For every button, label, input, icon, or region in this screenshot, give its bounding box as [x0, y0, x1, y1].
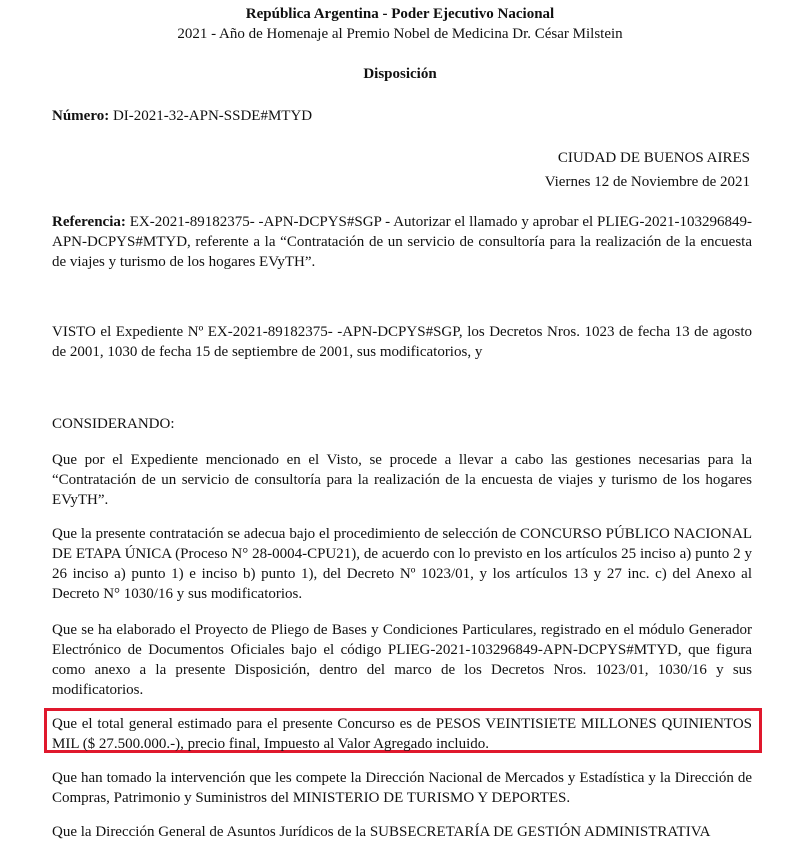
header-title: República Argentina - Poder Ejecutivo Nacional: [245, 6, 555, 22]
paragraph-total-estimado: [52, 714, 752, 754]
considerando-heading: [52, 414, 752, 434]
document-date: Viernes 12 de Noviembre de 2021: [544, 174, 750, 190]
reference-label: Referencia:: [52, 214, 126, 230]
paragraph-text: Que por el Expediente mencionado en el Visto, se procede a llevar a cabo las gestiones necesarias para la “Contratación de un servicio de consultoría para la realización de la encuesta de viajes y turismo de los hogares EVyTH”.: [52, 452, 752, 508]
header-subtitle: 2021 - Año de Homenaje al Premio Nobel de Medicina Dr. César Milstein: [177, 26, 623, 42]
paragraph-intervencion: [52, 768, 752, 808]
document-number-value: DI-2021-32-APN-SSDE#MTYD: [112, 108, 313, 124]
paragraph-text: Que se ha elaborado el Proyecto de Pliego de Bases y Condiciones Particulares, registrado en el módulo Generador Electrónico de Documentos Oficiales bajo el código PLIEG-2021-103296849-APN-DCPYS#MTYD, que figura como anexo a la presente Disposición, dentro del marco de los Decretos Nros. 1023/01, 1030/16 y sus modificatorios.: [52, 622, 752, 698]
considerando-text: CONSIDERANDO:: [52, 416, 175, 432]
paragraph-text: Que la presente contratación se adecua bajo el procedimiento de selección de CONCURSO PÚBLICO NACIONAL DE ETAPA ÚNICA (Proceso N° 28-0004-CPU21), de acuerdo con lo previsto en los artículos 25 inciso a) punto 2 y 26 inciso a) punto 1) e inciso b) punto 1), del Decreto Nº 1023/01, y los artículos 13 y 27 inc. c) del Anexo al Decreto N° 1030/16 y sus modificatorios.: [52, 526, 752, 602]
document-number-label: Número:: [52, 108, 110, 124]
document-place: CIUDAD DE BUENOS AIRES: [557, 150, 750, 166]
document-type: Disposición: [363, 66, 437, 82]
visto-paragraph: [52, 322, 752, 362]
paragraph-text: Que el total general estimado para el presente Concurso es de PESOS VEINTISIETE MILLONES QUINIENTOS MIL ($ 27.500.000.-), precio final, Impuesto al Valor Agregado incluido.: [52, 716, 752, 752]
reference-paragraph: [52, 212, 752, 272]
paragraph-expediente: [52, 450, 752, 510]
paragraph-text: Que han tomado la intervención que les compete la Dirección Nacional de Mercados y Estadística y la Dirección de Compras, Patrimonio y Suministros del MINISTERIO DE TURISMO Y DEPORTES.: [52, 770, 752, 806]
document-number: [52, 106, 312, 126]
paragraph-contratacion: [52, 524, 752, 604]
paragraph-pliego: [52, 620, 752, 700]
visto-text: VISTO el Expediente Nº EX-2021-89182375- -APN-DCPYS#SGP, los Decretos Nros. 1023 de fecha 13 de agosto de 2001, 1030 de fecha 15 de septiembre de 2001, sus modificatorios, y: [52, 324, 752, 360]
reference-text: EX-2021-89182375- -APN-DCPYS#SGP - Autorizar el llamado y aprobar el PLIEG-2021-103296849-APN-DCPYS#MTYD, referente a la “Contratación de un servicio de consultoría para la realización de la encuesta de viajes y turismo de los hogares EVyTH”.: [52, 214, 752, 270]
paragraph-asuntos-juridicos: [52, 822, 752, 842]
paragraph-text: Que la Dirección General de Asuntos Jurídicos de la SUBSECRETARÍA DE GESTIÓN ADMINISTRATIVA: [52, 824, 711, 840]
